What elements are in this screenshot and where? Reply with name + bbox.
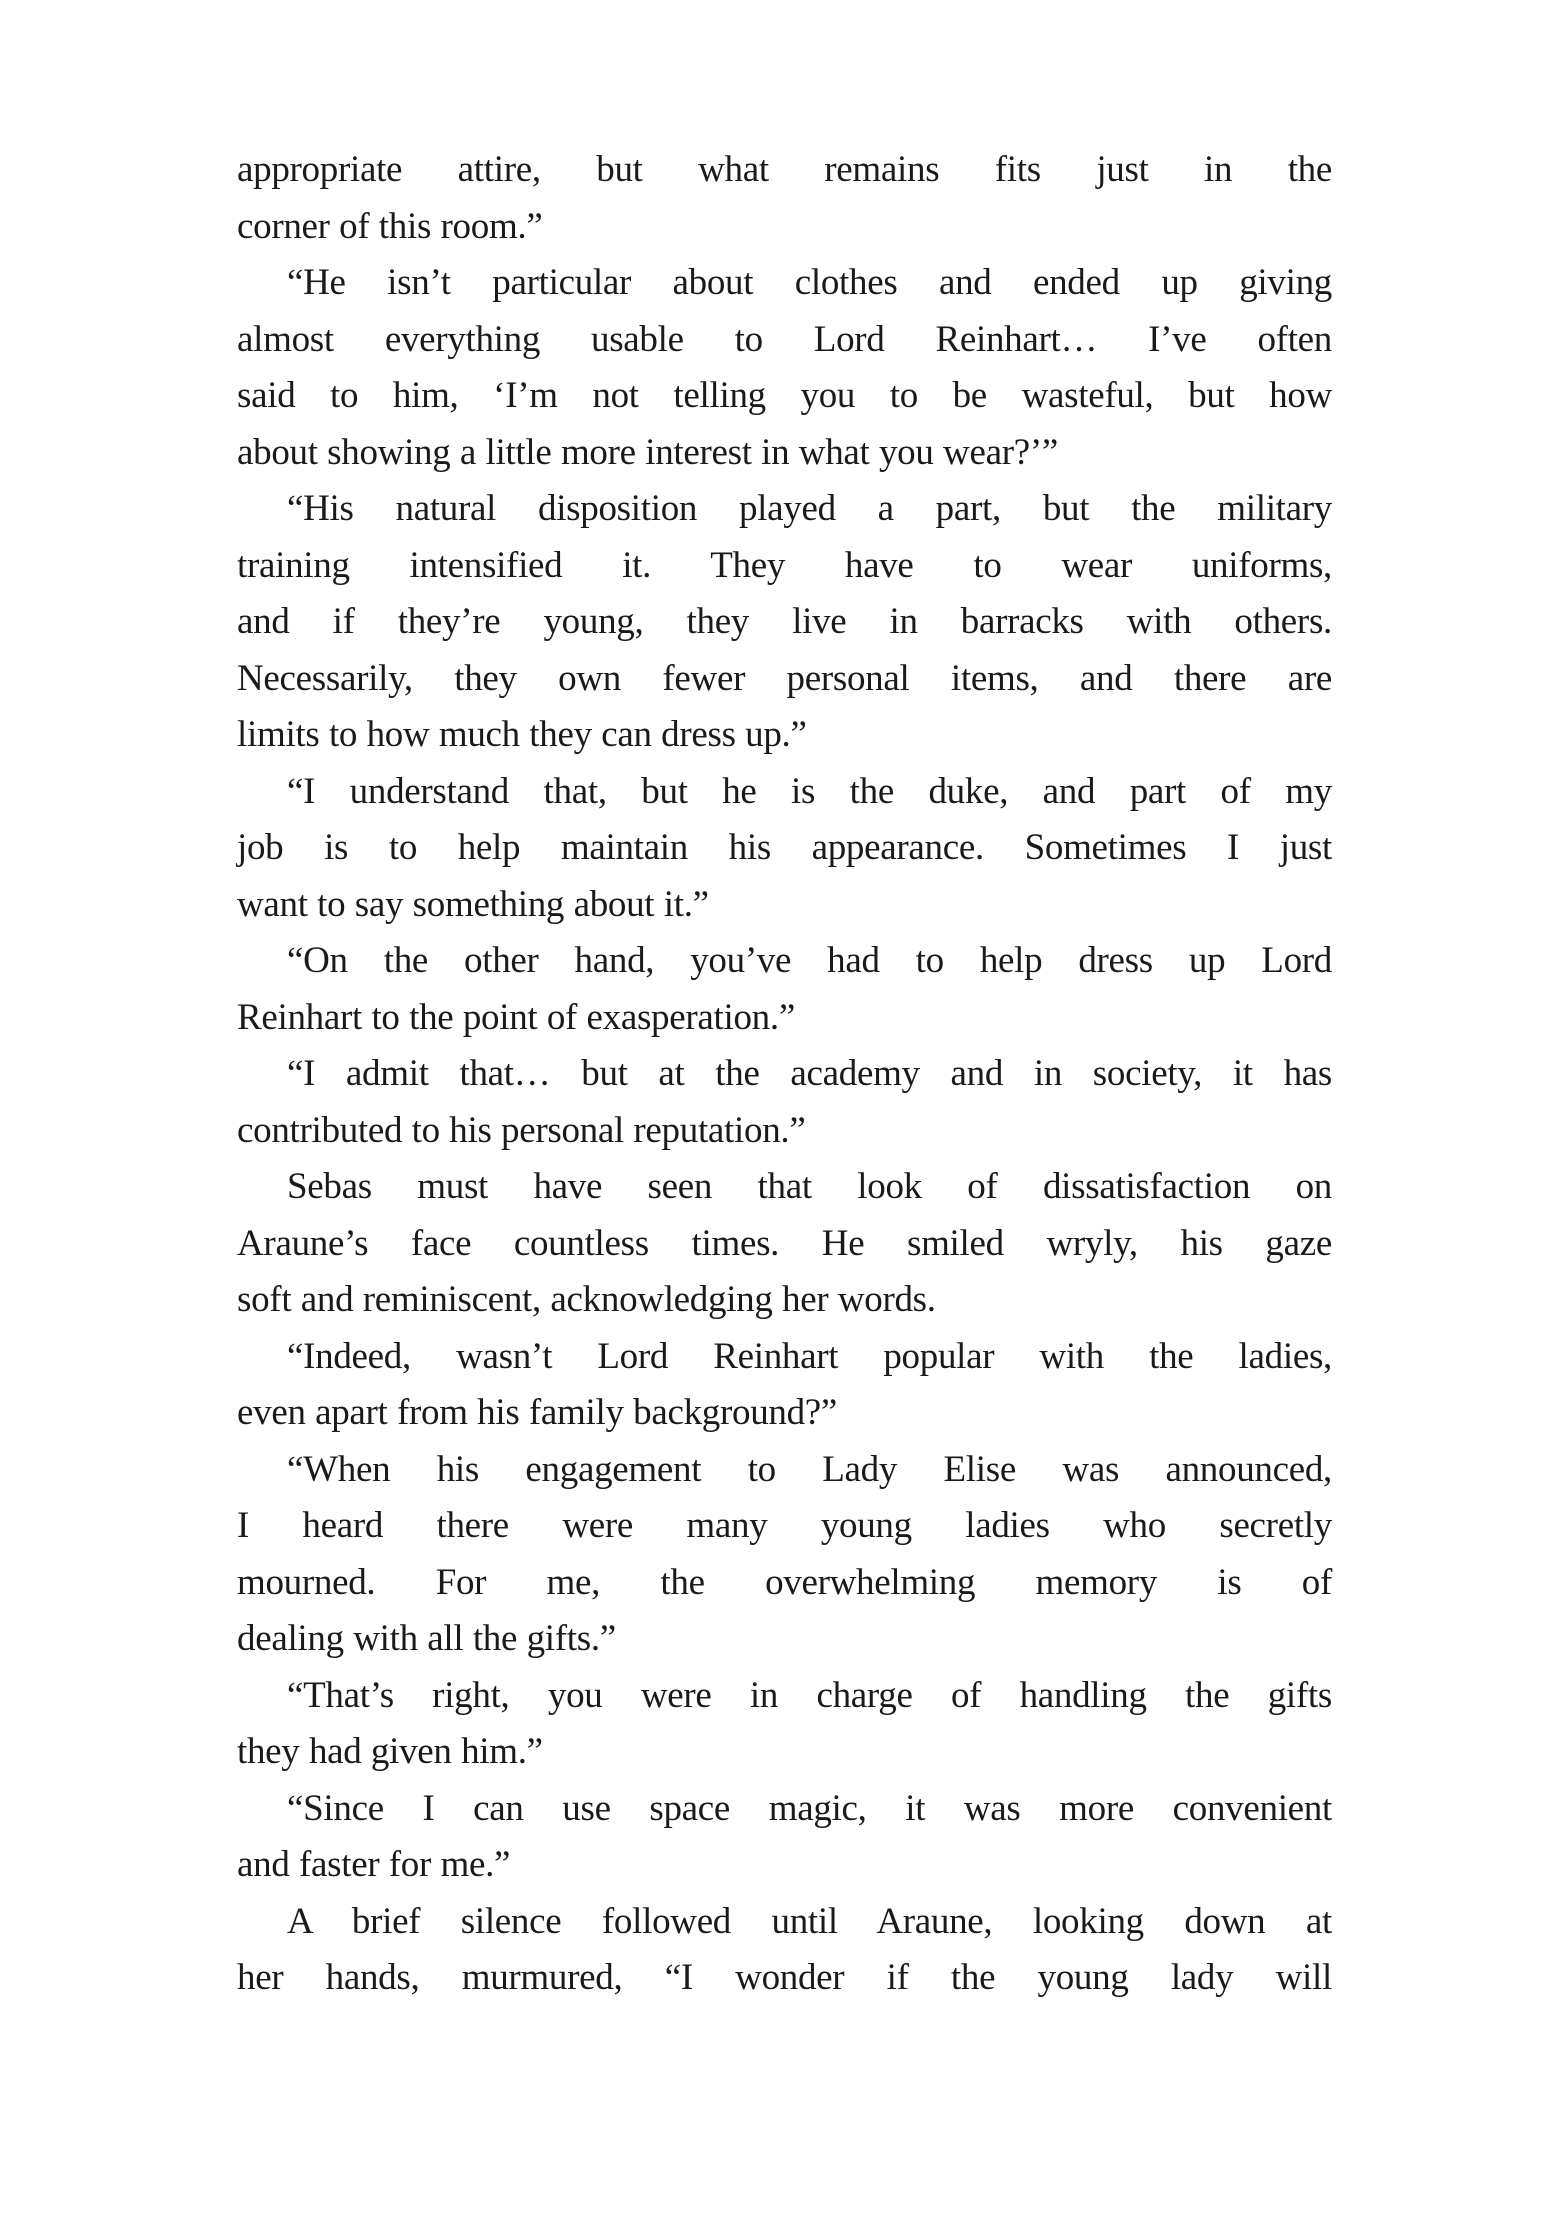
paragraph [237, 1442, 1332, 1668]
text-line: limits to how much they can dress up.” [237, 714, 807, 755]
text-line: contributed to his personal reputation.” [237, 1109, 806, 1151]
paragraph [237, 1329, 1332, 1442]
text-line: even apart from his family background?” [237, 1392, 838, 1433]
page-text [237, 142, 1332, 2007]
text-line: soft and reminiscent, acknowledging her words. [237, 1279, 936, 1320]
text-line: training intensified it. They have to wear uniforms, [237, 544, 1332, 586]
text-line: “Since I can use space magic, it was more convenient [287, 1787, 1332, 1829]
text-line: want to say something about it.” [237, 883, 709, 925]
paragraph [237, 764, 1332, 934]
paragraph [237, 1668, 1332, 1781]
text-line: appropriate attire, but what remains fits just in the [237, 149, 1332, 190]
text-line: and faster for me.” [237, 1844, 511, 1885]
text-line: job is to help maintain his appearance. Sometimes I just [237, 827, 1332, 868]
text-line: said to him, ‘I’m not telling you to be wasteful, but how [237, 375, 1332, 416]
text-line: and if they’re young, they live in barracks with others. [237, 601, 1332, 642]
text-line: corner of this room.” [237, 205, 543, 247]
paragraph [237, 142, 1332, 255]
text-line: “That’s right, you were in charge of handling the gifts [287, 1674, 1332, 1716]
paragraph [237, 933, 1332, 1046]
text-line: “I understand that, but he is the duke, and part of my [287, 770, 1332, 812]
paragraph [237, 1159, 1332, 1329]
text-line: they had given him.” [237, 1731, 543, 1772]
paragraph [237, 1046, 1332, 1159]
text-line: mourned. For me, the overwhelming memory is of [237, 1561, 1332, 1603]
text-line: “When his engagement to Lady Elise was announced, [287, 1448, 1332, 1490]
paragraph [237, 1894, 1332, 2007]
text-line: Araune’s face countless times. He smiled wryly, his gaze [237, 1222, 1332, 1264]
text-line: I heard there were many young ladies who secretly [237, 1505, 1332, 1546]
text-line: Sebas must have seen that look of dissatisfaction on [287, 1166, 1332, 1207]
text-line: almost everything usable to Lord Reinhart… I’ve often [237, 318, 1332, 360]
text-line: “I admit that… but at the academy and in society, it has [287, 1053, 1332, 1094]
paragraph [237, 481, 1332, 764]
text-line: “On the other hand, you’ve had to help dress up Lord [287, 940, 1332, 981]
paragraph [237, 255, 1332, 481]
text-line: “His natural disposition played a part, but the military [287, 488, 1332, 529]
text-line: Necessarily, they own fewer personal items, and there are [237, 657, 1332, 699]
text-line: “He isn’t particular about clothes and ended up giving [287, 262, 1332, 303]
text-line: A brief silence followed until Araune, looking down at [287, 1900, 1332, 1942]
text-line: about showing a little more interest in what you wear?’” [237, 431, 1058, 473]
text-line: her hands, murmured, “I wonder if the young lady will [237, 1957, 1332, 1998]
text-line: Reinhart to the point of exasperation.” [237, 996, 795, 1038]
text-line: dealing with all the gifts.” [237, 1618, 616, 1659]
text-line: “Indeed, wasn’t Lord Reinhart popular with the ladies, [287, 1335, 1332, 1377]
paragraph [237, 1781, 1332, 1894]
